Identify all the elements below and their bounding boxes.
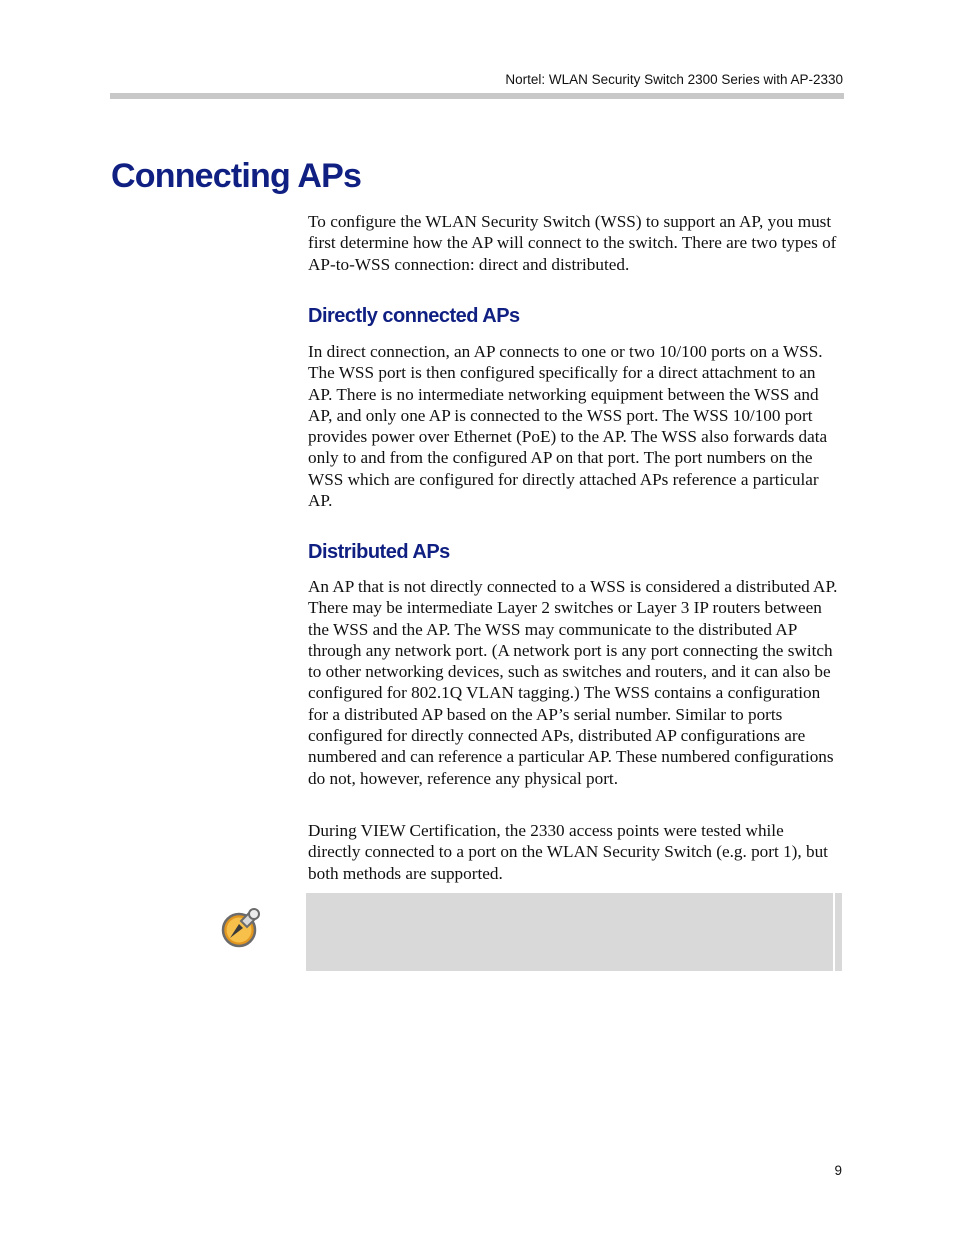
section-heading-direct: Directly connected APs [308, 305, 520, 327]
section-direct-body [308, 341, 840, 511]
section-direct [308, 304, 840, 328]
intro-block [308, 211, 840, 275]
section-distributed [308, 540, 840, 564]
certification-block [308, 820, 840, 884]
note-icon [219, 904, 265, 948]
direct-paragraph: In direct connection, an AP connects to one or two 10/100 ports on a WSS. The WSS port is then configured specifically for a direct attachment to an AP. There is no intermediate networking equipment between the WSS and AP, and only one AP is connected to the WSS port. The WSS 10/100 port provides power over Ethernet (PoE) to the AP. The WSS also forwards data only to and from the configured AP on that port. The port numbers on the WSS which are configured for directly attached APs reference a particular AP. [308, 342, 828, 511]
distributed-paragraph: An AP that is not directly connected to a WSS is considered a distributed AP. There may be intermediate Layer 2 switches or Layer 3 IP routers between the WSS and the AP. The WSS may communicate to the distributed AP through any network port. (A network port is any port connecting the switch to other networking devices, such as switches and routers, and it can also be configured for 802.1Q VLAN tagging.) The WSS contains a configuration for a distributed AP based on the AP’s serial number. Similar to ports configured for directly connected APs, distributed AP configurations are numbered and can reference a particular AP. These numbered configurations do not, however, reference any physical port. [308, 577, 838, 788]
note-box [306, 893, 842, 971]
intro-paragraph: To configure the WLAN Security Switch (WSS) to support an AP, you must first determine how the AP will connect to the switch. There are two types of AP-to-WSS connection: direct and distributed. [308, 212, 837, 274]
pushpin-note-icon [219, 904, 265, 948]
page-number: 9 [834, 1163, 842, 1178]
section-distributed-body [308, 576, 840, 789]
page-title: Connecting APs [111, 157, 362, 195]
certification-paragraph: During VIEW Certification, the 2330 access points were tested while directly connected to a port on the WLAN Security Switch (e.g. port 1), but both methods are supported. [308, 821, 828, 883]
header-rule [110, 93, 844, 99]
note-box-edge [833, 893, 835, 971]
section-heading-distributed: Distributed APs [308, 541, 450, 563]
running-header: Nortel: WLAN Security Switch 2300 Series with AP-2330 [505, 72, 843, 87]
